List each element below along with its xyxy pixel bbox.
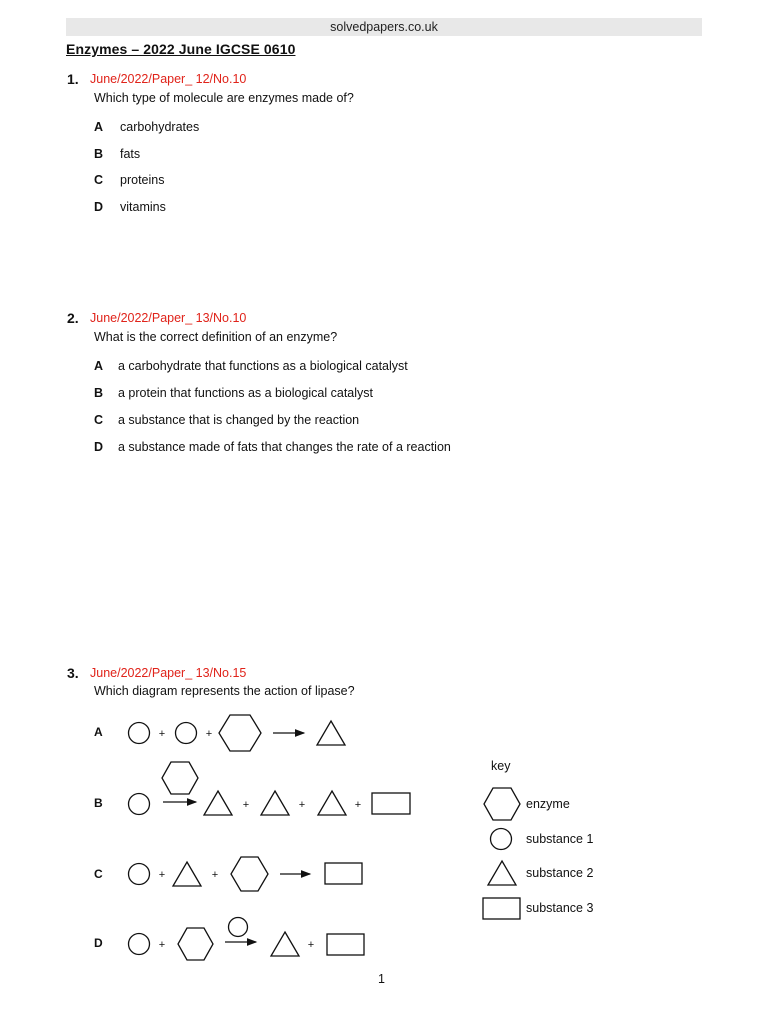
substance-2-triangle xyxy=(271,932,299,956)
substance-3-rectangle xyxy=(327,934,364,955)
option-text: fats xyxy=(120,147,141,161)
plus-sign: + xyxy=(242,799,250,811)
page-number: 1 xyxy=(378,972,385,986)
substance-1-circle xyxy=(129,864,150,885)
option-text: a protein that functions as a biological catalyst xyxy=(118,386,374,400)
key-substance-3-rectangle xyxy=(483,898,520,919)
substance-3-rectangle xyxy=(325,863,362,884)
enzyme-hexagon xyxy=(219,715,261,751)
diagram-option-letter: A xyxy=(94,725,103,739)
key-item-substance-3: substance 3 xyxy=(526,901,594,915)
key-label: key xyxy=(491,759,511,773)
option-text: proteins xyxy=(120,173,165,187)
option-letter: C xyxy=(94,173,104,187)
option-letter: B xyxy=(94,147,104,161)
option-letter: D xyxy=(94,200,104,214)
plus-sign: + xyxy=(158,728,166,740)
option-letter: C xyxy=(94,413,104,427)
plus-sign: + xyxy=(158,939,166,951)
substance-3-rectangle xyxy=(372,793,410,814)
question-number: 3. xyxy=(67,665,79,681)
substance-2-triangle xyxy=(261,791,289,815)
site-name: solvedpapers.co.uk xyxy=(330,20,438,34)
document-title: Enzymes – 2022 June IGCSE 0610 xyxy=(66,41,296,57)
substance-1-circle xyxy=(129,934,150,955)
diagram-option-letter: B xyxy=(94,796,103,810)
enzyme-hexagon xyxy=(178,928,213,960)
key-item-enzyme: enzyme xyxy=(526,797,570,811)
substance-1-circle xyxy=(229,918,248,937)
question-text: What is the correct definition of an enzyme? xyxy=(94,330,338,344)
question-number: 1. xyxy=(67,71,79,87)
substance-1-circle xyxy=(176,723,197,744)
enzyme-hexagon xyxy=(231,857,268,891)
option-letter: B xyxy=(94,386,104,400)
question-reference: June/2022/Paper_ 13/No.15 xyxy=(90,666,247,680)
plus-sign: + xyxy=(307,939,315,951)
key-enzyme-hexagon xyxy=(484,788,520,820)
plus-sign: + xyxy=(205,728,213,740)
key-item-substance-2: substance 2 xyxy=(526,866,594,880)
question-reference: June/2022/Paper_ 12/No.10 xyxy=(90,72,247,86)
substance-2-triangle xyxy=(204,791,232,815)
question-reference: June/2022/Paper_ 13/No.10 xyxy=(90,311,247,325)
enzyme-hexagon xyxy=(162,762,198,794)
option-text: a substance that is changed by the reaction xyxy=(118,413,360,427)
substance-1-circle xyxy=(129,723,150,744)
diagram-option-letter: C xyxy=(94,867,103,881)
option-letter: D xyxy=(94,440,104,454)
question-number: 2. xyxy=(67,310,79,326)
option-letter: A xyxy=(94,359,104,373)
key-substance-2-triangle xyxy=(488,861,516,885)
option-text: vitamins xyxy=(120,200,166,214)
option-text: a substance made of fats that changes the rate of a reaction xyxy=(118,440,451,454)
option-text: carbohydrates xyxy=(120,120,200,134)
key-item-substance-1: substance 1 xyxy=(526,832,594,846)
substance-2-triangle xyxy=(173,862,201,886)
substance-1-circle xyxy=(129,794,150,815)
key-substance-1-circle xyxy=(491,829,512,850)
substance-2-triangle xyxy=(318,791,346,815)
option-text: a carbohydrate that functions as a biological catalyst xyxy=(118,359,408,373)
question-text: Which diagram represents the action of lipase? xyxy=(94,684,355,698)
plus-sign: + xyxy=(158,869,166,881)
question-text: Which type of molecule are enzymes made of? xyxy=(94,91,354,105)
substance-2-triangle xyxy=(317,721,345,745)
plus-sign: + xyxy=(298,799,306,811)
plus-sign: + xyxy=(211,869,219,881)
plus-sign: + xyxy=(354,799,362,811)
diagram-option-letter: D xyxy=(94,936,103,950)
option-letter: A xyxy=(94,120,104,134)
